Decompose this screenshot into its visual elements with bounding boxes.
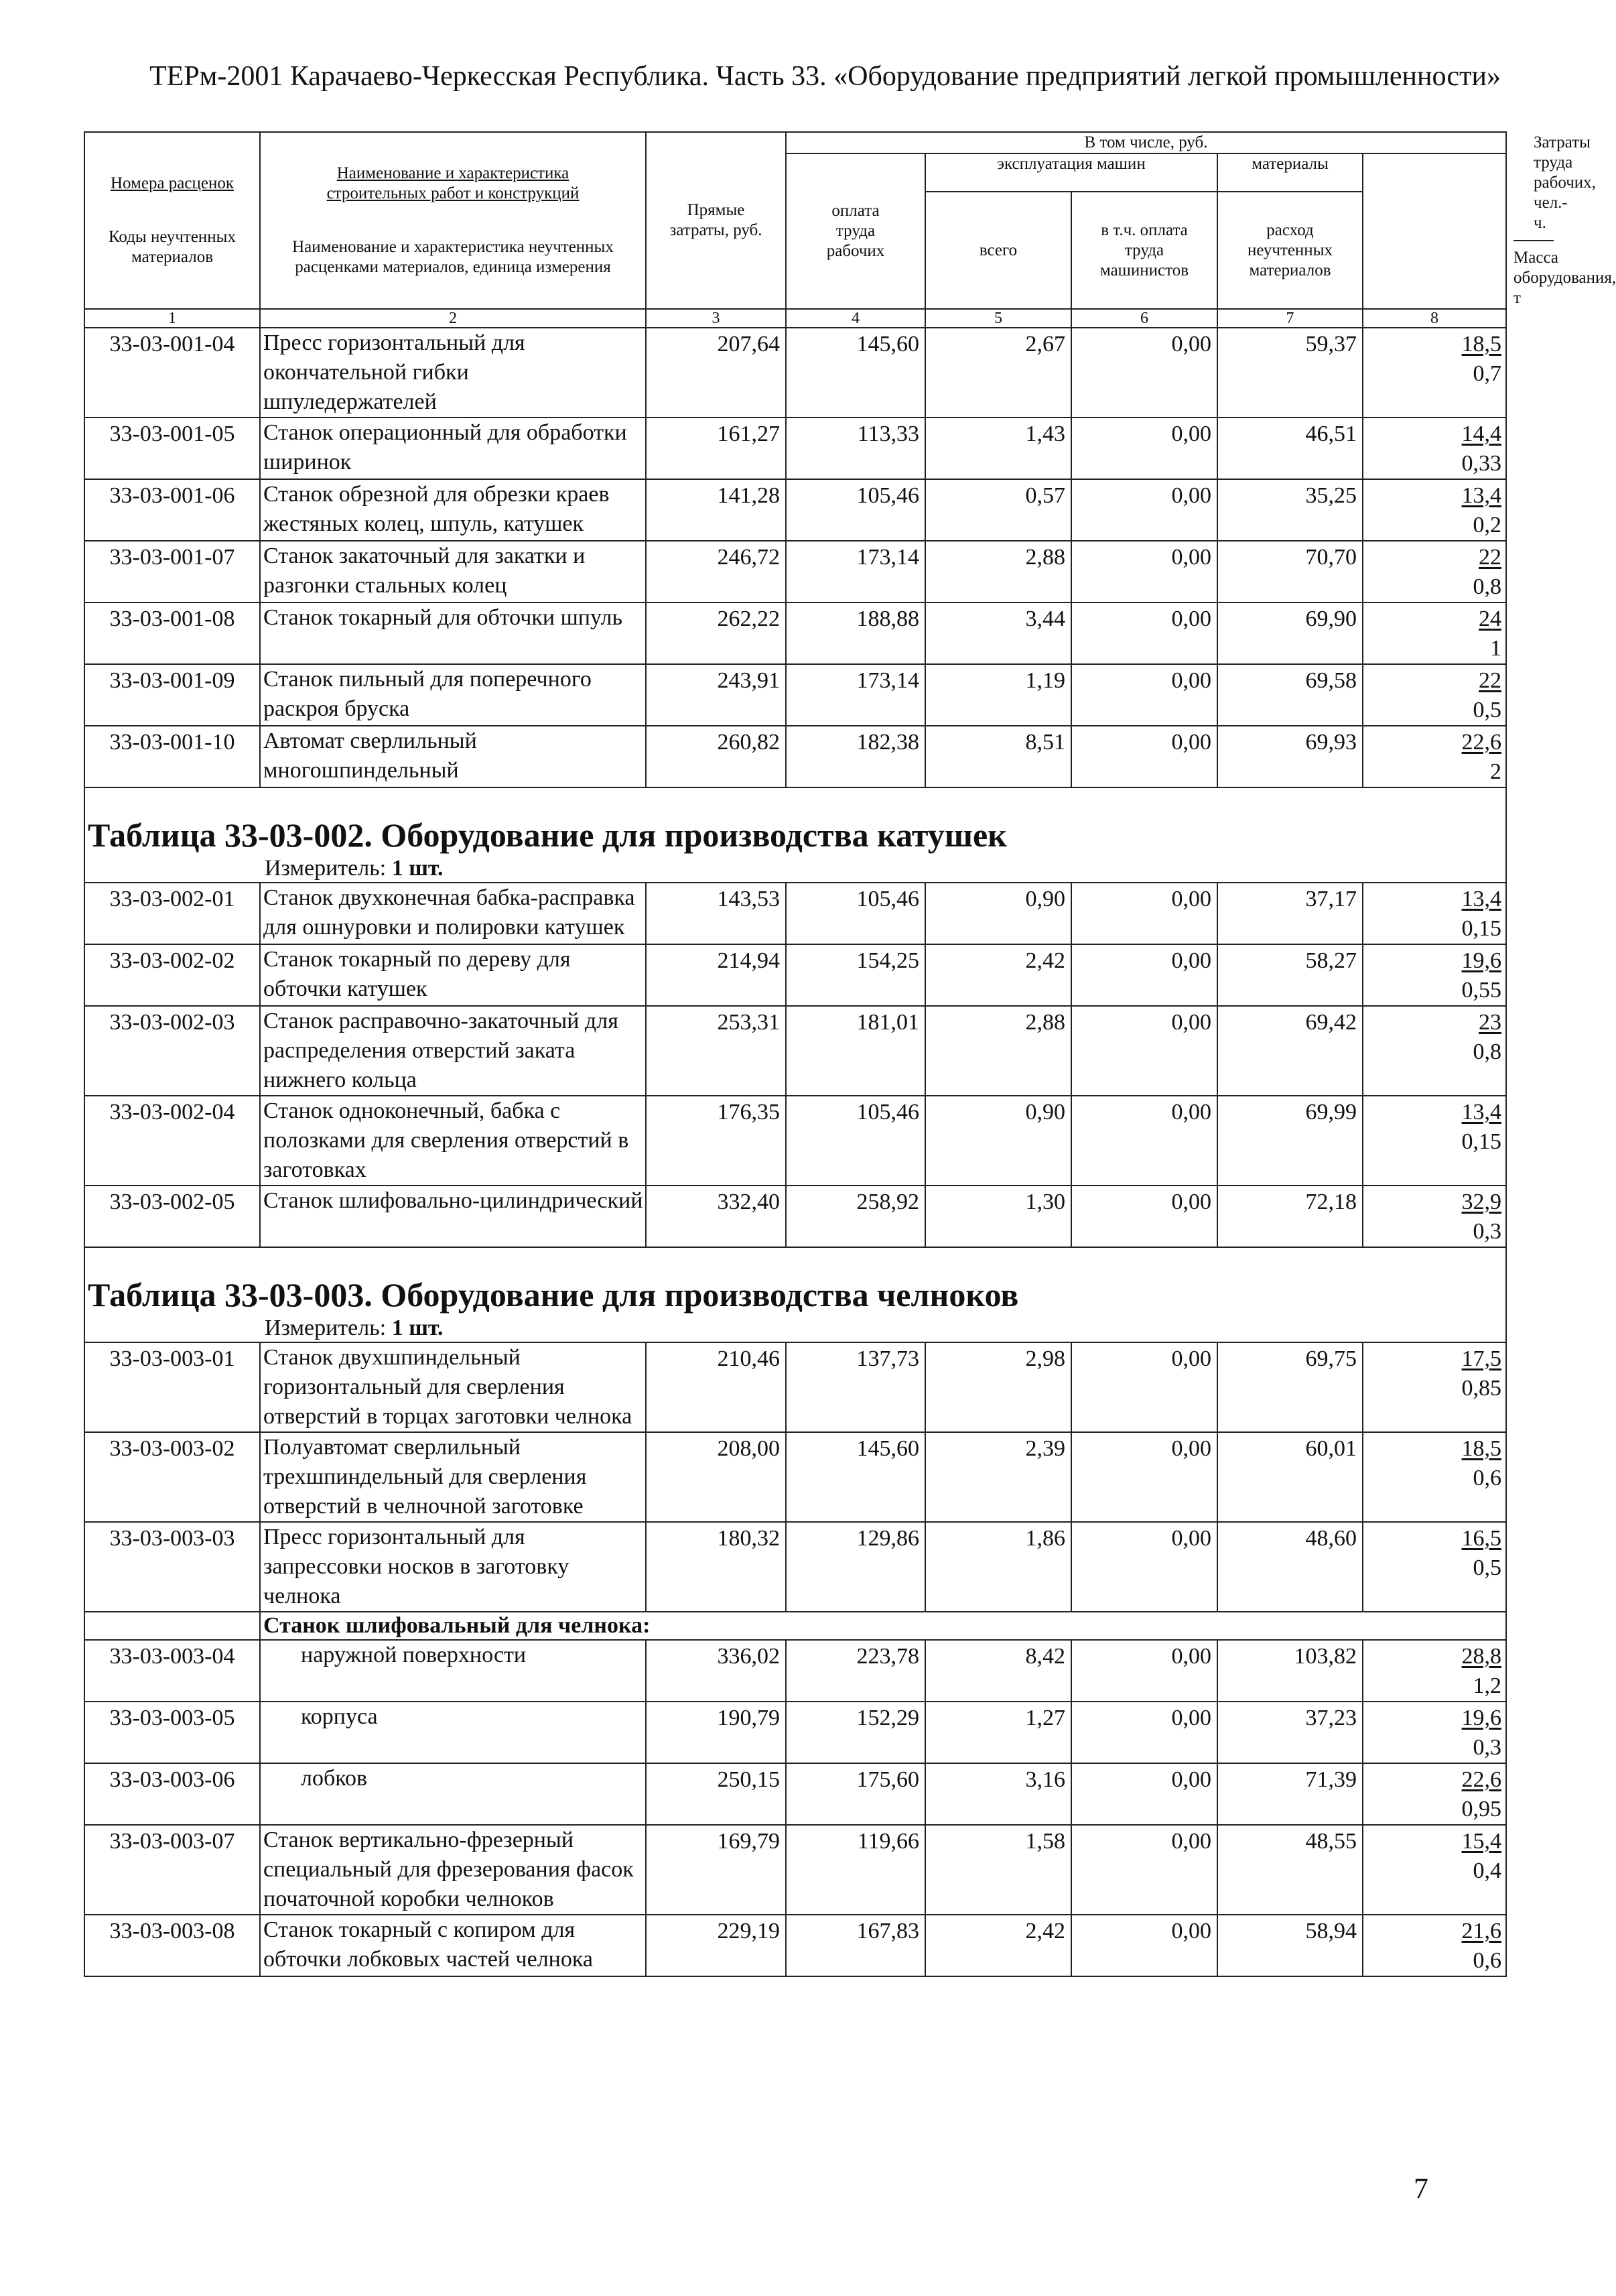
column-number: 6 — [1071, 309, 1217, 328]
machine-operation-value: 1,58 — [925, 1825, 1071, 1915]
table-row — [84, 726, 1506, 787]
machinist-pay-value: 0,00 — [1071, 664, 1217, 726]
labor-value: 17,5 — [1461, 1346, 1502, 1371]
mass-value: 0,8 — [1473, 574, 1502, 599]
rates-table — [84, 131, 1616, 1977]
labor-mass-cell — [1363, 1825, 1506, 1915]
materials-value: 103,82 — [1217, 1640, 1363, 1702]
workers-pay-value: 129,86 — [786, 1522, 925, 1612]
header-workers-pay: оплата труда рабочих — [786, 153, 925, 309]
materials-value: 46,51 — [1217, 418, 1363, 479]
rate-code: 33-03-003-03 — [84, 1522, 260, 1612]
header-col2-top: Наименование и характеристика строительных работ и конструкций — [326, 164, 580, 202]
labor-mass-cell — [1363, 541, 1506, 602]
labor-value: 28,8 — [1461, 1644, 1502, 1669]
workers-pay-value: 223,78 — [786, 1640, 925, 1702]
section-title: Таблица 33-03-003. Оборудование для производства челноков — [84, 1247, 1506, 1315]
rate-code: 33-03-001-06 — [84, 479, 260, 541]
materials-value: 71,39 — [1217, 1763, 1363, 1825]
table-row — [84, 1522, 1506, 1612]
direct-costs-value: 332,40 — [646, 1186, 786, 1247]
table-row — [84, 1702, 1506, 1763]
labor-mass-cell — [1363, 602, 1506, 664]
materials-value: 69,93 — [1217, 726, 1363, 787]
header-col1-bottom: Коды неучтенных материалов — [109, 228, 236, 266]
rate-name: Автомат сверлильный многошпиндельный — [260, 726, 646, 787]
page-number: 7 — [1414, 2172, 1428, 2205]
mass-value: 1 — [1490, 636, 1502, 661]
header-total: всего — [925, 192, 1071, 309]
materials-value: 58,94 — [1217, 1915, 1363, 1976]
direct-costs-value: 161,27 — [646, 418, 786, 479]
machinist-pay-value: 0,00 — [1071, 1702, 1217, 1763]
measure-row — [84, 1315, 1506, 1342]
labor-mass-cell — [1363, 726, 1506, 787]
rate-name: Станок токарный для обточки шпуль — [260, 602, 646, 664]
machinist-pay-value: 0,00 — [1071, 541, 1217, 602]
workers-pay-value: 167,83 — [786, 1915, 925, 1976]
direct-costs-value: 207,64 — [646, 328, 786, 418]
rate-name: Станок двухшпиндельный горизонтальный для сверления отверстий в торцах заготовки челнока — [260, 1342, 646, 1432]
measure-value: 1 шт. — [391, 856, 444, 881]
table-row — [84, 1763, 1506, 1825]
rate-code: 33-03-002-04 — [84, 1096, 260, 1186]
workers-pay-value: 152,29 — [786, 1702, 925, 1763]
labor-mass-cell — [1363, 1763, 1506, 1825]
rate-code: 33-03-002-05 — [84, 1186, 260, 1247]
rate-code: 33-03-001-07 — [84, 541, 260, 602]
workers-pay-value: 175,60 — [786, 1763, 925, 1825]
labor-mass-cell — [1363, 328, 1506, 418]
machine-operation-value: 2,88 — [925, 1006, 1071, 1096]
labor-mass-cell — [1363, 1522, 1506, 1612]
table-row — [84, 1186, 1506, 1247]
mass-value: 0,7 — [1473, 361, 1502, 386]
workers-pay-value: 137,73 — [786, 1342, 925, 1432]
header-codes — [84, 132, 260, 309]
labor-value: 13,4 — [1461, 483, 1502, 508]
machinist-pay-value: 0,00 — [1071, 328, 1217, 418]
table-row — [84, 1915, 1506, 1976]
labor-value: 14,4 — [1461, 422, 1502, 446]
machine-operation-value: 2,98 — [925, 1342, 1071, 1432]
header-col1-top: Номера расценок — [110, 174, 234, 192]
direct-costs-value: 262,22 — [646, 602, 786, 664]
materials-value: 37,17 — [1217, 883, 1363, 944]
table-row — [84, 1825, 1506, 1915]
header-including: В том числе, руб. — [786, 132, 1506, 153]
materials-value: 35,25 — [1217, 479, 1363, 541]
rate-name: Станок шлифовально-цилиндрический — [260, 1186, 646, 1247]
machine-operation-value: 2,88 — [925, 541, 1071, 602]
header-labor-top: Затраты труда рабочих, чел.-ч. — [1513, 133, 1554, 241]
mass-value: 1,2 — [1473, 1673, 1502, 1698]
direct-costs-value: 210,46 — [646, 1342, 786, 1432]
mass-value: 0,15 — [1461, 1129, 1502, 1154]
direct-costs-value: 169,79 — [646, 1825, 786, 1915]
materials-value: 37,23 — [1217, 1702, 1363, 1763]
rate-name: Пресс горизонтальный для запрессовки носков в заготовку челнока — [260, 1522, 646, 1612]
labor-value: 21,6 — [1461, 1919, 1502, 1943]
machine-operation-value: 2,67 — [925, 328, 1071, 418]
rate-code: 33-03-001-09 — [84, 664, 260, 726]
table-row — [84, 1006, 1506, 1096]
labor-value: 32,9 — [1461, 1190, 1502, 1214]
mass-value: 0,3 — [1473, 1219, 1502, 1244]
rate-name: Станок двухконечная бабка-расправка для ошнуровки и полировки катушек — [260, 883, 646, 944]
column-number: 7 — [1217, 309, 1363, 328]
labor-value: 18,5 — [1461, 332, 1502, 357]
machine-operation-value: 3,16 — [925, 1763, 1071, 1825]
rate-code: 33-03-002-01 — [84, 883, 260, 944]
measure-unit — [84, 855, 1506, 883]
section-title: Таблица 33-03-002. Оборудование для производства катушек — [84, 787, 1506, 855]
rate-name: Станок токарный с копиром для обточки лобковых частей челнока — [260, 1915, 646, 1976]
mass-value: 0,8 — [1473, 1039, 1502, 1064]
labor-value: 18,5 — [1461, 1436, 1502, 1461]
workers-pay-value: 173,14 — [786, 541, 925, 602]
materials-value: 58,27 — [1217, 944, 1363, 1006]
table-row — [84, 883, 1506, 944]
labor-value: 22,6 — [1461, 1767, 1502, 1792]
workers-pay-value: 105,46 — [786, 1096, 925, 1186]
machine-operation-value: 2,42 — [925, 944, 1071, 1006]
labor-value: 19,6 — [1461, 948, 1502, 973]
measure-label: Измеритель: — [265, 856, 387, 881]
machinist-pay-value: 0,00 — [1071, 1006, 1217, 1096]
machinist-pay-value: 0,00 — [1071, 1640, 1217, 1702]
rate-name: Станок операционный для обработки ширинок — [260, 418, 646, 479]
materials-value: 69,42 — [1217, 1006, 1363, 1096]
direct-costs-value: 229,19 — [646, 1915, 786, 1976]
materials-value: 59,37 — [1217, 328, 1363, 418]
page-title: ТЕРм-2001 Карачаево-Черкесская Республика. Часть 33. «Оборудование предприятий легкой промышленности» — [149, 61, 1501, 92]
rate-name: Станок вертикально-фрезерный специальный для фрезерования фасок початочной коробки челноков — [260, 1825, 646, 1915]
machinist-pay-value: 0,00 — [1071, 1763, 1217, 1825]
mass-value: 0,95 — [1461, 1797, 1502, 1822]
direct-costs-value: 141,28 — [646, 479, 786, 541]
materials-value: 48,55 — [1217, 1825, 1363, 1915]
subheading-row — [84, 1612, 1506, 1640]
materials-value: 69,90 — [1217, 602, 1363, 664]
mass-value: 0,15 — [1461, 916, 1502, 941]
mass-value: 0,4 — [1473, 1858, 1502, 1883]
rate-code: 33-03-001-10 — [84, 726, 260, 787]
direct-costs-value: 208,00 — [646, 1432, 786, 1522]
column-number: 3 — [646, 309, 786, 328]
table-row — [84, 541, 1506, 602]
section-title-row — [84, 787, 1506, 855]
column-number: 1 — [84, 309, 260, 328]
column-number: 8 — [1363, 309, 1506, 328]
labor-mass-cell — [1363, 1006, 1506, 1096]
column-numbers-row — [84, 309, 1506, 328]
machine-operation-value: 0,57 — [925, 479, 1071, 541]
header-labor-bottom: Масса оборудования, т — [1513, 249, 1616, 307]
mass-value: 0,6 — [1473, 1466, 1502, 1490]
header-col2-bottom: Наименование и характеристика неучтенных расценками материалов, единица измерения — [292, 238, 614, 276]
labor-mass-cell — [1363, 1342, 1506, 1432]
table-row — [84, 328, 1506, 418]
workers-pay-value: 188,88 — [786, 602, 925, 664]
rate-code: 33-03-003-01 — [84, 1342, 260, 1432]
labor-value: 16,5 — [1461, 1526, 1502, 1551]
mass-value: 2 — [1490, 759, 1502, 784]
direct-costs-value: 180,32 — [646, 1522, 786, 1612]
materials-value: 72,18 — [1217, 1186, 1363, 1247]
materials-value: 70,70 — [1217, 541, 1363, 602]
machinist-pay-value: 0,00 — [1071, 418, 1217, 479]
table-body — [84, 132, 1616, 1976]
table-row — [84, 1640, 1506, 1702]
direct-costs-value: 260,82 — [646, 726, 786, 787]
direct-costs-value: 243,91 — [646, 664, 786, 726]
table-row — [84, 664, 1506, 726]
table-row — [84, 944, 1506, 1006]
mass-value: 0,55 — [1461, 978, 1502, 1003]
machinist-pay-value: 0,00 — [1071, 479, 1217, 541]
labor-value: 19,6 — [1461, 1706, 1502, 1730]
labor-mass-cell — [1363, 664, 1506, 726]
measure-unit — [84, 1315, 1506, 1342]
mass-value: 0,85 — [1461, 1376, 1502, 1401]
labor-mass-cell — [1363, 1702, 1506, 1763]
machinist-pay-value: 0,00 — [1071, 602, 1217, 664]
machine-operation-value: 8,51 — [925, 726, 1071, 787]
rate-name: Полуавтомат сверлильный трехшпиндельный для сверления отверстий в челночной заготовке — [260, 1432, 646, 1522]
labor-value: 13,4 — [1461, 1100, 1502, 1125]
mass-value: 0,3 — [1473, 1735, 1502, 1760]
machine-operation-value: 1,43 — [925, 418, 1071, 479]
table-row — [84, 418, 1506, 479]
machinist-pay-value: 0,00 — [1071, 726, 1217, 787]
header-machinist-pay: в т.ч. оплата труда машинистов — [1071, 192, 1217, 309]
direct-costs-value: 253,31 — [646, 1006, 786, 1096]
machine-operation-value: 3,44 — [925, 602, 1071, 664]
machinist-pay-value: 0,00 — [1071, 944, 1217, 1006]
machinist-pay-value: 0,00 — [1071, 1342, 1217, 1432]
measure-label: Измеритель: — [265, 1316, 387, 1340]
table-row — [84, 1342, 1506, 1432]
materials-value: 48,60 — [1217, 1522, 1363, 1612]
header-machine-operation: эксплуатация машин — [925, 153, 1217, 192]
labor-mass-cell — [1363, 1915, 1506, 1976]
direct-costs-value: 336,02 — [646, 1640, 786, 1702]
subheading: Станок шлифовальный для челнока: — [260, 1612, 1506, 1640]
rate-code: 33-03-001-08 — [84, 602, 260, 664]
machine-operation-value: 1,30 — [925, 1186, 1071, 1247]
mass-value: 0,33 — [1461, 451, 1502, 476]
rate-name: Станок токарный по дереву для обточки катушек — [260, 944, 646, 1006]
machine-operation-value: 1,86 — [925, 1522, 1071, 1612]
measure-row — [84, 855, 1506, 883]
machinist-pay-value: 0,00 — [1071, 1186, 1217, 1247]
labor-mass-cell — [1363, 1186, 1506, 1247]
rate-name: корпуса — [260, 1702, 646, 1763]
materials-value: 69,75 — [1217, 1342, 1363, 1432]
table-row — [84, 479, 1506, 541]
direct-costs-value: 214,94 — [646, 944, 786, 1006]
workers-pay-value: 119,66 — [786, 1825, 925, 1915]
measure-value: 1 шт. — [391, 1316, 444, 1340]
header-row-1 — [84, 132, 1506, 153]
header-materials-unaccounted: расход неучтенных материалов — [1217, 192, 1363, 309]
labor-mass-cell — [1363, 1096, 1506, 1186]
mass-value: 0,5 — [1473, 698, 1502, 722]
column-number: 5 — [925, 309, 1071, 328]
machine-operation-value: 1,19 — [925, 664, 1071, 726]
rate-code: 33-03-003-04 — [84, 1640, 260, 1702]
direct-costs-value: 176,35 — [646, 1096, 786, 1186]
subheading-spacer — [84, 1612, 260, 1640]
rate-name: Станок пильный для поперечного раскроя бруска — [260, 664, 646, 726]
workers-pay-value: 154,25 — [786, 944, 925, 1006]
machine-operation-value: 1,27 — [925, 1702, 1071, 1763]
workers-pay-value: 258,92 — [786, 1186, 925, 1247]
direct-costs-value: 250,15 — [646, 1763, 786, 1825]
rate-name: Пресс горизонтальный для окончательной гибки шпуледержателей — [260, 328, 646, 418]
column-number: 4 — [786, 309, 925, 328]
labor-mass-cell — [1363, 944, 1506, 1006]
machine-operation-value: 2,42 — [925, 1915, 1071, 1976]
rate-name: лобков — [260, 1763, 646, 1825]
rate-name: Станок закаточный для закатки и разгонки стальных колец — [260, 541, 646, 602]
direct-costs-value: 246,72 — [646, 541, 786, 602]
workers-pay-value: 182,38 — [786, 726, 925, 787]
header-names — [260, 132, 646, 309]
mass-value: 0,5 — [1473, 1555, 1502, 1580]
workers-pay-value: 105,46 — [786, 479, 925, 541]
workers-pay-value: 145,60 — [786, 1432, 925, 1522]
machinist-pay-value: 0,00 — [1071, 1096, 1217, 1186]
rate-code: 33-03-003-02 — [84, 1432, 260, 1522]
header-direct-costs: Прямые затраты, руб. — [646, 132, 786, 309]
machine-operation-value: 2,39 — [925, 1432, 1071, 1522]
rate-code: 33-03-002-03 — [84, 1006, 260, 1096]
materials-value: 69,99 — [1217, 1096, 1363, 1186]
labor-mass-cell — [1363, 1640, 1506, 1702]
rate-code: 33-03-003-07 — [84, 1825, 260, 1915]
labor-value: 13,4 — [1461, 887, 1502, 911]
machinist-pay-value: 0,00 — [1071, 1825, 1217, 1915]
workers-pay-value: 113,33 — [786, 418, 925, 479]
machinist-pay-value: 0,00 — [1071, 1915, 1217, 1976]
rate-name: Станок обрезной для обрезки краев жестяных колец, шпуль, катушек — [260, 479, 646, 541]
labor-mass-cell — [1363, 479, 1506, 541]
direct-costs-value: 143,53 — [646, 883, 786, 944]
table-row — [84, 1432, 1506, 1522]
rate-code: 33-03-003-08 — [84, 1915, 260, 1976]
labor-value: 22,6 — [1461, 730, 1502, 755]
direct-costs-value: 190,79 — [646, 1702, 786, 1763]
machinist-pay-value: 0,00 — [1071, 1432, 1217, 1522]
machinist-pay-value: 0,00 — [1071, 1522, 1217, 1612]
rate-code: 33-03-003-05 — [84, 1702, 260, 1763]
mass-value: 0,6 — [1473, 1948, 1502, 1973]
rate-name: Станок расправочно-закаточный для распределения отверстий заката нижнего кольца — [260, 1006, 646, 1096]
workers-pay-value: 173,14 — [786, 664, 925, 726]
workers-pay-value: 181,01 — [786, 1006, 925, 1096]
rate-code: 33-03-003-06 — [84, 1763, 260, 1825]
section-title-row — [84, 1247, 1506, 1315]
labor-value: 22 — [1479, 545, 1502, 570]
rate-code: 33-03-001-05 — [84, 418, 260, 479]
rate-name: наружной поверхности — [260, 1640, 646, 1702]
materials-value: 69,58 — [1217, 664, 1363, 726]
labor-value: 15,4 — [1461, 1829, 1502, 1854]
labor-mass-cell — [1363, 418, 1506, 479]
labor-value: 24 — [1479, 607, 1502, 631]
machine-operation-value: 0,90 — [925, 1096, 1071, 1186]
machinist-pay-value: 0,00 — [1071, 883, 1217, 944]
rate-code: 33-03-002-02 — [84, 944, 260, 1006]
column-number: 2 — [260, 309, 646, 328]
workers-pay-value: 105,46 — [786, 883, 925, 944]
labor-value: 22 — [1479, 668, 1502, 693]
machine-operation-value: 8,42 — [925, 1640, 1071, 1702]
labor-mass-cell — [1363, 1432, 1506, 1522]
rate-name: Станок одноконечный, бабка с полозками для сверления отверстий в заготовках — [260, 1096, 646, 1186]
labor-mass-cell — [1363, 883, 1506, 944]
machine-operation-value: 0,90 — [925, 883, 1071, 944]
header-materials: материалы — [1217, 153, 1363, 192]
table-row — [84, 1096, 1506, 1186]
table-row — [84, 602, 1506, 664]
workers-pay-value: 145,60 — [786, 328, 925, 418]
mass-value: 0,2 — [1473, 513, 1502, 537]
materials-value: 60,01 — [1217, 1432, 1363, 1522]
rate-code: 33-03-001-04 — [84, 328, 260, 418]
labor-value: 23 — [1479, 1010, 1502, 1035]
